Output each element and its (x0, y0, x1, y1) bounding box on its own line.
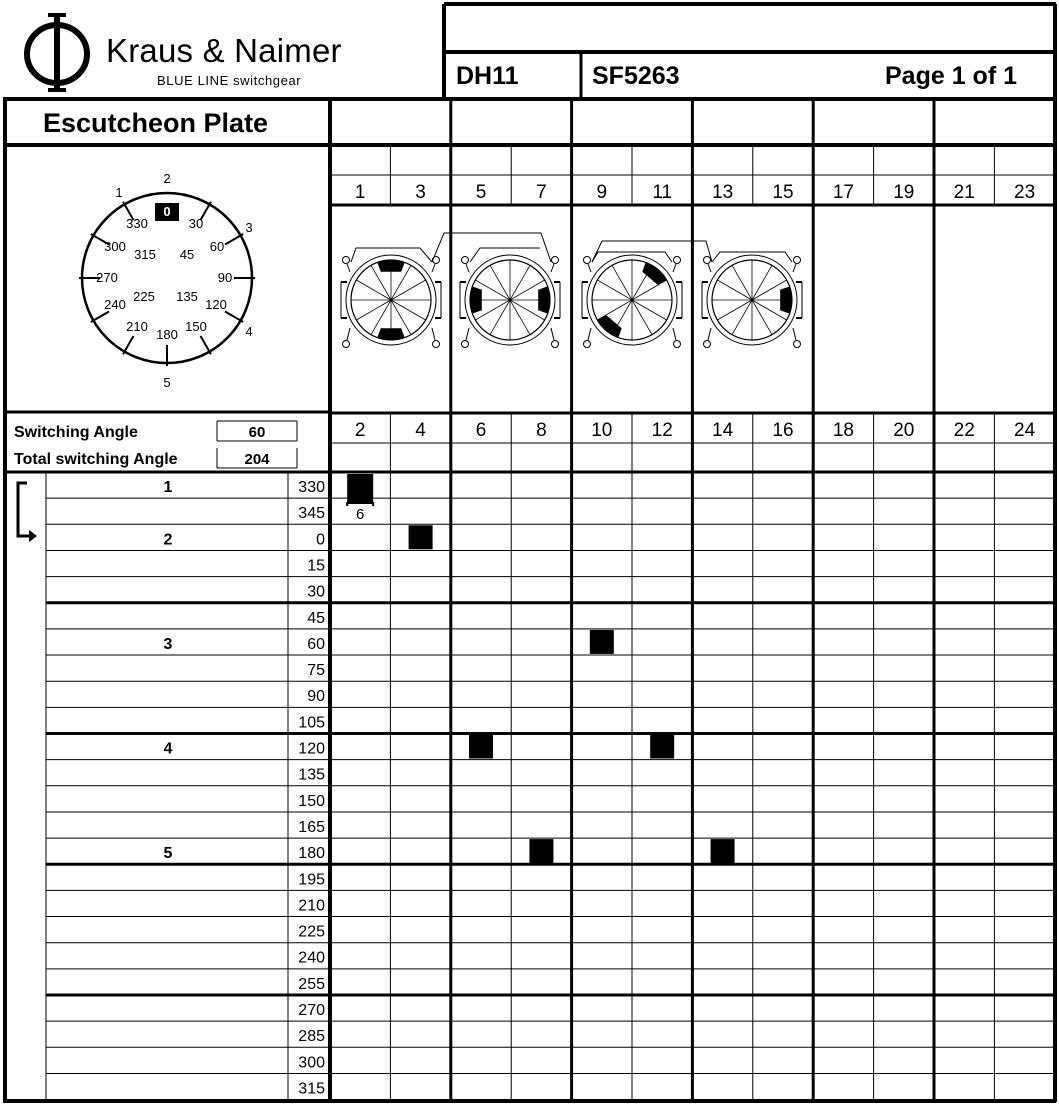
terminal-top-label: 17 (832, 182, 854, 203)
terminal-dot (674, 257, 681, 264)
terminal-top-label: 21 (953, 182, 975, 203)
dial-degree-label: 60 (209, 239, 225, 254)
terminal-dot (794, 341, 801, 348)
terminal-bottom-label: 8 (536, 420, 547, 441)
dial-degree-label: 330 (126, 216, 148, 231)
switching-table (18, 472, 1056, 1102)
terminal-lead (551, 328, 554, 340)
terminal-bottom-label: 2 (354, 420, 366, 441)
dial-position-label: 3 (245, 220, 253, 235)
terminal-lead (466, 264, 469, 272)
terminal-top-label: 19 (893, 182, 915, 203)
terminal-dot (433, 341, 440, 348)
dial-tick (225, 312, 243, 323)
terminal-lead (466, 328, 469, 340)
dial-degree-label: 30 (188, 216, 204, 231)
terminal-bottom-label: 14 (712, 420, 734, 441)
terminal-dot (343, 257, 350, 264)
angle-label: 300 (298, 1054, 325, 1072)
frame-lines (3, 4, 1056, 1102)
angle-label: 195 (298, 871, 325, 889)
angle-label: 0 (316, 531, 325, 549)
cam-lobe (597, 315, 621, 338)
terminal-lead (432, 264, 435, 272)
page-number: Page 1 of 1 (885, 62, 1017, 90)
terminal-bottom-label: 22 (953, 420, 975, 441)
dial-tick (91, 312, 109, 323)
terminal-top-label: 15 (772, 182, 794, 203)
terminal-lead (588, 328, 591, 340)
brand-tagline: BLUE LINE switchgear (157, 73, 302, 88)
contact-closed-mark (650, 735, 674, 759)
dial-degree-label: 210 (126, 319, 148, 334)
dial-degree-label: 300 (104, 239, 126, 254)
cam-lobe (642, 262, 666, 285)
contact-closed-mark (529, 839, 553, 863)
angle-label: 255 (298, 975, 325, 993)
terminal-dot (794, 257, 801, 264)
contact-closed-mark (469, 735, 493, 759)
dial-position-label: 4 (245, 324, 253, 339)
terminal-dot (674, 341, 681, 348)
terminal-lead (673, 328, 676, 340)
terminal-top-label: 7 (536, 182, 547, 203)
switching-angle-value: 60 (248, 424, 266, 441)
contact-marks (347, 474, 734, 863)
arrow-icon (29, 530, 37, 542)
terminal-dot (584, 341, 591, 348)
angle-label: 225 (298, 923, 325, 941)
angle-label: 150 (298, 792, 325, 810)
dial-degree-label: 90 (217, 270, 233, 285)
angle-label: 75 (307, 662, 325, 680)
angle-label: 270 (298, 1002, 325, 1019)
dial-position-label: 5 (163, 375, 171, 390)
terminal-bottom-label: 4 (415, 420, 426, 441)
dial-degree-label: 270 (96, 270, 118, 285)
terminal-dot (552, 257, 559, 264)
contact-closed-mark (347, 474, 373, 504)
terminal-dot (462, 257, 469, 264)
total-switching-angle-label: Total switching Angle (14, 451, 178, 468)
position-label: 2 (163, 531, 173, 549)
brand-name: Kraus & Naimer (106, 32, 342, 69)
dial-degree-label: 180 (156, 327, 178, 342)
dial-position-label: 2 (163, 171, 171, 186)
angle-label: 15 (307, 557, 325, 575)
terminal-lead (347, 328, 350, 340)
contact-closed-mark (711, 839, 735, 863)
contact-closed-mark (590, 630, 614, 654)
terminal-dot (462, 341, 469, 348)
angle-label: 30 (307, 583, 325, 601)
dial-degree-label: 240 (104, 297, 126, 312)
cam-lobe (780, 286, 792, 313)
terminal-bottom-label: 12 (651, 420, 673, 441)
dial-degree-label: 120 (205, 297, 227, 312)
terminal-lead (432, 328, 435, 340)
terminal-top-label: 9 (596, 182, 608, 203)
terminal-dot (704, 257, 711, 264)
dial-degree-label: 0 (163, 204, 171, 219)
dial-tick (201, 336, 212, 354)
terminal-lead (551, 264, 554, 272)
terminal-lead (793, 328, 796, 340)
position-label: 4 (163, 740, 173, 758)
terminal-lead (588, 264, 591, 272)
terminal-bottom-label: 6 (475, 420, 487, 441)
angle-label: 240 (298, 949, 325, 967)
angle-label: 180 (298, 845, 325, 863)
angle-label: 285 (298, 1028, 325, 1046)
angle-label: 345 (298, 505, 325, 523)
angle-label: 45 (307, 609, 325, 627)
position-label: 3 (163, 635, 173, 653)
terminal-lead (708, 264, 711, 272)
switching-angle-label: Switching Angle (14, 424, 138, 441)
angle-label: 105 (298, 714, 325, 732)
position-label: 5 (163, 845, 173, 863)
angle-label: 120 (298, 740, 325, 758)
dial-position-label: 1 (115, 185, 123, 200)
total-switching-angle-value: 204 (244, 451, 270, 468)
cam-lobe (377, 260, 404, 272)
terminal-lead (708, 328, 711, 340)
terminal-bottom-label: 16 (772, 420, 794, 441)
terminal-top-label: 13 (712, 182, 734, 203)
terminal-top-label: 11 (652, 182, 673, 203)
terminal-bottom-label: 10 (591, 420, 613, 441)
drawing-code: SF5263 (592, 62, 680, 90)
terminal-bottom-label: 18 (832, 420, 854, 441)
contact-closed-mark (409, 525, 433, 549)
angle-label: 90 (307, 688, 325, 706)
dial-degree-label: 150 (185, 319, 207, 334)
terminal-dot (704, 341, 711, 348)
terminal-top-label: 3 (415, 182, 426, 203)
section-title: Escutcheon Plate (43, 108, 269, 138)
angle-label: 60 (307, 635, 325, 653)
terminal-dot (584, 257, 591, 264)
dial-tick (225, 234, 243, 245)
terminal-bottom-label: 20 (893, 420, 915, 441)
dial-tick (123, 336, 134, 354)
cam-lobe (470, 286, 482, 313)
terminal-top-label: 5 (475, 182, 487, 203)
dial-degree-label: 135 (176, 289, 198, 304)
dial-degree-label: 45 (179, 247, 195, 262)
terminal-top-label: 1 (354, 182, 366, 203)
terminal-lead (793, 264, 796, 272)
terminal-dot (343, 341, 350, 348)
angle-label: 165 (298, 818, 325, 836)
cam-lobe (377, 328, 404, 340)
angle-label: 315 (298, 1080, 325, 1098)
terminal-lead (673, 264, 676, 272)
angle-label: 135 (298, 766, 325, 784)
stop-bracket (18, 483, 30, 536)
escutcheon-dial (79, 171, 255, 390)
dial-degree-label: 315 (134, 247, 156, 262)
angle-label: 330 (298, 479, 325, 496)
overlap-note: 6 (356, 506, 365, 523)
terminal-lead (347, 264, 350, 272)
terminal-top-label: 23 (1014, 182, 1036, 203)
angle-label: 210 (298, 897, 325, 915)
cam-lobe (538, 286, 550, 313)
terminal-bottom-label: 24 (1014, 420, 1036, 441)
position-label: 1 (163, 479, 173, 496)
dial-degree-label: 225 (133, 289, 155, 304)
type-code: DH11 (456, 62, 519, 90)
terminal-dot (552, 341, 559, 348)
